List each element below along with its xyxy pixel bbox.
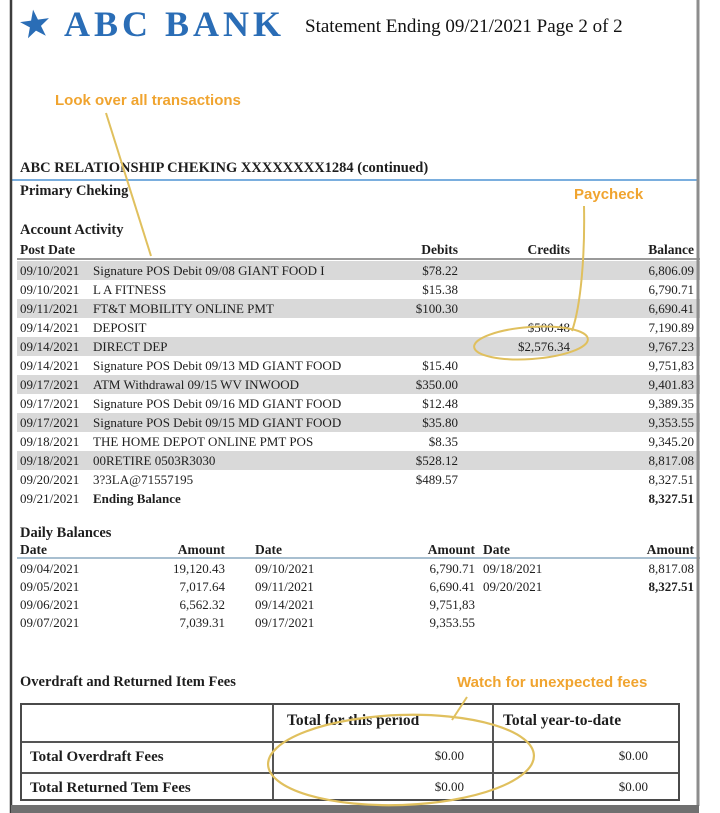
debit-cell: $528.12: [415, 453, 458, 468]
fees-row: [22, 772, 678, 799]
column-header-amount-2: Amount: [427, 542, 475, 557]
description-cell: ATM Withdrawal 09/15 WV INWOOD: [93, 377, 300, 392]
balance-cell: 6,806.09: [648, 263, 694, 278]
account-subtitle: Primary Cheking: [20, 183, 129, 199]
debit-cell: $15.40: [422, 358, 458, 373]
date-cell: 09/07/2021: [20, 615, 80, 630]
balance-cell: 8,327.51: [648, 472, 694, 487]
balance-cell: 9,353.55: [648, 415, 694, 430]
column-header-date-3: Date: [483, 542, 510, 557]
column-header-credits: Credits: [527, 242, 570, 257]
balance-cell: 9,401.83: [648, 377, 694, 392]
balance-cell: 8,817.08: [648, 453, 694, 468]
description-cell: FT&T MOBILITY ONLINE PMT: [93, 301, 274, 316]
column-header-date-1: Date: [20, 542, 47, 557]
transaction-row: [17, 318, 700, 337]
description-cell: Signature POS Debit 09/13 MD GIANT FOOD: [93, 358, 342, 373]
amount-cell: 7,039.31: [179, 615, 225, 630]
balance-cell: 9,767.23: [648, 339, 694, 354]
post-date-cell: 09/18/2021: [20, 434, 80, 449]
daily-balances-table: [17, 560, 700, 632]
fees-ytd-cell: $0.00: [492, 774, 678, 799]
fees-heading: Overdraft and Returned Item Fees: [20, 674, 236, 690]
statement-ending-line: Statement Ending 09/21/2021 Page 2 of 2: [305, 16, 623, 37]
section-divider: [10, 179, 699, 181]
debit-cell: $12.48: [422, 396, 458, 411]
description-cell: 00RETIRE 0503R3030: [93, 453, 216, 468]
date-cell: 09/05/2021: [20, 579, 80, 594]
amount-cell: 9,353.55: [429, 615, 475, 630]
post-date-cell: 09/17/2021: [20, 396, 80, 411]
description-cell: Signature POS Debit 09/15 MD GIANT FOOD: [93, 415, 342, 430]
annotation-watch-fees: Watch for unexpected fees: [457, 674, 648, 691]
description-cell: 3?3LA@71557195: [93, 472, 194, 487]
fees-label-cell: Total Returned Tem Fees: [30, 780, 191, 796]
balance-cell: 9,345.20: [648, 434, 694, 449]
fees-period-cell: $0.00: [272, 774, 492, 799]
transaction-row: [17, 280, 700, 299]
transaction-row: [17, 394, 700, 413]
amount-cell: 8,327.51: [648, 579, 694, 594]
date-cell: 09/20/2021: [483, 579, 543, 594]
date-cell: 09/14/2021: [255, 597, 315, 612]
daily-balance-row: [17, 560, 700, 578]
column-header-date-2: Date: [255, 542, 282, 557]
debit-cell: $100.30: [415, 301, 458, 316]
post-date-cell: 09/10/2021: [20, 263, 80, 278]
balance-cell: 9,389.35: [648, 396, 694, 411]
description-cell: Ending Balance: [93, 491, 181, 506]
transaction-row: [17, 375, 700, 394]
date-cell: 09/18/2021: [483, 561, 543, 576]
post-date-cell: 09/17/2021: [20, 415, 80, 430]
daily-balances-heading: Daily Balances: [20, 525, 112, 541]
fees-header-period: Total for this period: [272, 705, 492, 741]
post-date-cell: 09/21/2021: [20, 491, 80, 506]
amount-cell: 6,790.71: [429, 561, 475, 576]
page-bottom-bar: [11, 805, 699, 813]
fees-header-empty: [22, 705, 272, 741]
transaction-row: [17, 413, 700, 432]
balance-cell: 6,790.71: [648, 282, 694, 297]
fees-table: [20, 703, 680, 801]
post-date-cell: 09/10/2021: [20, 282, 80, 297]
annotation-paycheck: Paycheck: [574, 186, 644, 203]
date-cell: 09/11/2021: [255, 579, 314, 594]
fees-row: [22, 741, 678, 772]
debit-cell: $489.57: [415, 472, 458, 487]
annotation-look-over-transactions: Look over all transactions: [55, 92, 241, 109]
description-cell: Signature POS Debit 09/16 MD GIANT FOOD: [93, 396, 342, 411]
amount-cell: 8,817.08: [648, 561, 694, 576]
amount-cell: 7,017.64: [179, 579, 225, 594]
date-cell: 09/17/2021: [255, 615, 315, 630]
balance-cell: 6,690.41: [648, 301, 694, 316]
balance-cell: 9,751,83: [648, 358, 694, 373]
column-header-balance: Balance: [648, 242, 694, 257]
post-date-cell: 09/11/2021: [20, 301, 79, 316]
column-header-post-date: Post Date: [20, 242, 76, 257]
description-cell: DEPOSIT: [93, 320, 147, 335]
credit-cell: $500.48: [527, 320, 570, 335]
column-header-amount-1: Amount: [177, 542, 225, 557]
credit-cell: $2,576.34: [518, 339, 570, 354]
star-icon: ★: [15, 0, 55, 49]
daily-balance-row: [17, 578, 700, 596]
fees-label-cell: Total Overdraft Fees: [30, 749, 164, 765]
post-date-cell: 09/17/2021: [20, 377, 80, 392]
fees-ytd-cell: $0.00: [492, 743, 678, 772]
amount-cell: 6,690.41: [429, 579, 475, 594]
post-date-cell: 09/14/2021: [20, 358, 80, 373]
balance-cell: 7,190.89: [648, 320, 694, 335]
column-header-debits: Debits: [421, 242, 458, 257]
debit-cell: $350.00: [415, 377, 458, 392]
column-header-amount-3: Amount: [646, 542, 694, 557]
amount-cell: 6,562.32: [179, 597, 225, 612]
description-cell: THE HOME DEPOT ONLINE PMT POS: [93, 434, 314, 449]
fees-header-row: [22, 705, 678, 741]
date-cell: 09/10/2021: [255, 561, 315, 576]
account-activity-heading: Account Activity: [20, 222, 124, 238]
description-cell: DIRECT DEP: [93, 339, 168, 354]
fees-period-cell: $0.00: [272, 743, 492, 772]
transaction-row: [17, 470, 700, 489]
post-date-cell: 09/20/2021: [20, 472, 80, 487]
post-date-cell: 09/14/2021: [20, 320, 80, 335]
amount-cell: 9,751,83: [429, 597, 475, 612]
post-date-cell: 09/18/2021: [20, 453, 80, 468]
daily-balance-row: [17, 596, 700, 614]
fees-header-ytd: Total year-to-date: [492, 705, 678, 741]
transaction-row: [17, 356, 700, 375]
post-date-cell: 09/14/2021: [20, 339, 80, 354]
description-cell: Signature POS Debit 09/08 GIANT FOOD I: [93, 263, 325, 278]
table-header-underline: [17, 258, 700, 260]
transaction-row: [17, 489, 700, 508]
amount-cell: 19,120.43: [173, 561, 225, 576]
transaction-row: [17, 432, 700, 451]
transaction-row: [17, 337, 700, 356]
debit-cell: $15.38: [422, 282, 458, 297]
transaction-row: [17, 451, 700, 470]
daily-balances-underline: [17, 557, 700, 559]
account-title: ABC RELATIONSHIP CHEKING XXXXXXXX1284 (continued): [20, 160, 429, 176]
description-cell: L A FITNESS: [93, 282, 167, 297]
balance-cell: 8,327.51: [648, 491, 694, 506]
bank-name: ABC BANK: [64, 4, 286, 44]
account-activity-table: [17, 261, 700, 508]
transaction-row: [17, 299, 700, 318]
daily-balance-row: [17, 614, 700, 632]
date-cell: 09/04/2021: [20, 561, 80, 576]
transaction-row: [17, 261, 700, 280]
debit-cell: $35.80: [422, 415, 458, 430]
debit-cell: $78.22: [422, 263, 458, 278]
debit-cell: $8.35: [428, 434, 458, 449]
date-cell: 09/06/2021: [20, 597, 80, 612]
